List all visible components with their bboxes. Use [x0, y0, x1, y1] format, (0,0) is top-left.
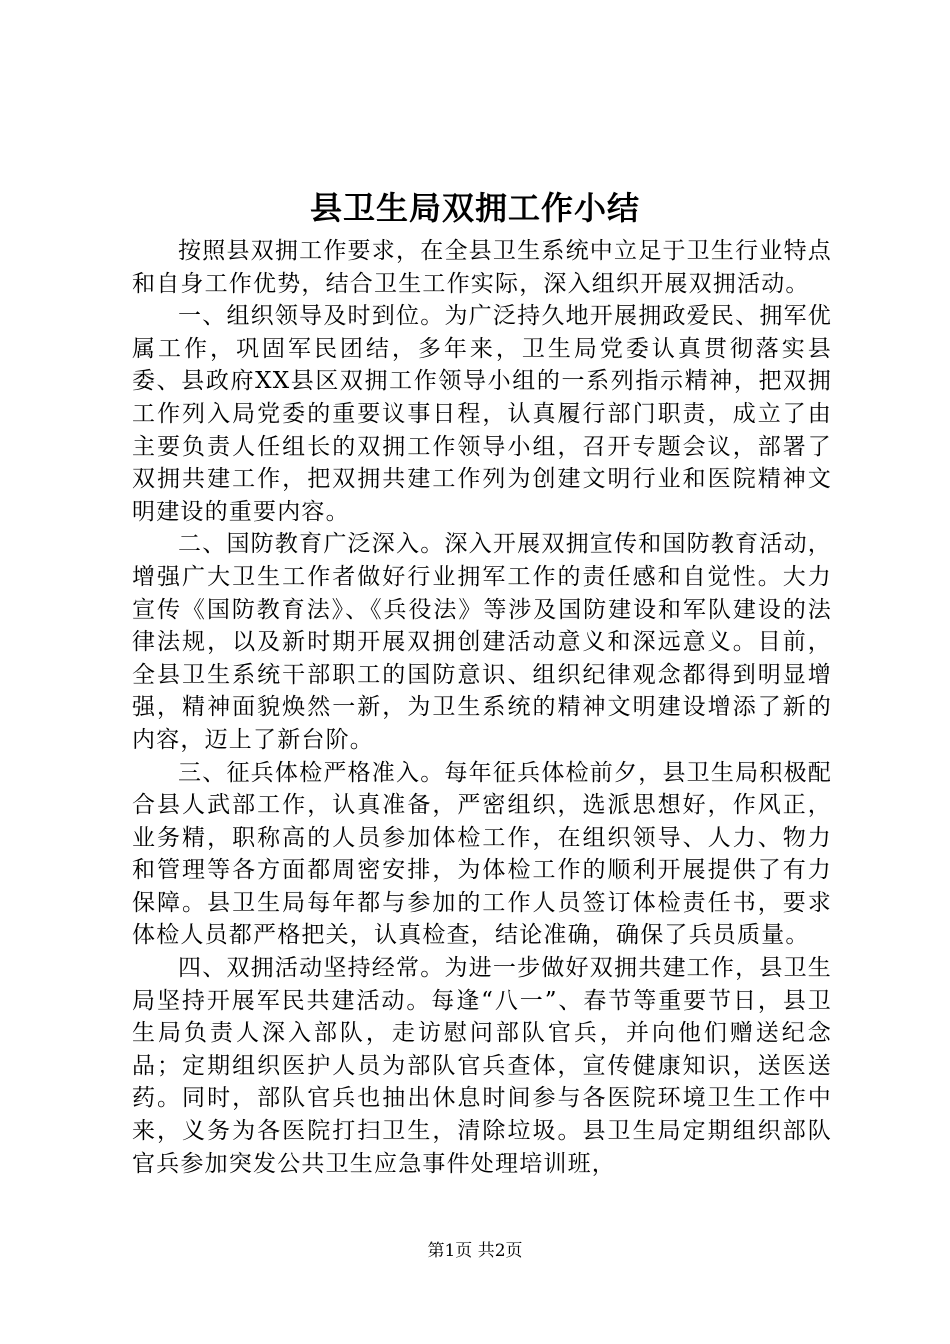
paragraph-section-1: 一、组织领导及时到位。为广泛持久地开展拥政爱民、拥军优属工作，巩固军民团结，多年来，卫生局党委认真贯彻落实县委、县政府XX县区双拥工作领导小组的一系列指示精神，把双拥工作列入局党委的重要议事日程，认真履行部门职责，成立了由主要负责人任组长的双拥工作领导小组，召开专题会议，部署了双拥共建工作，把双拥共建工作列为创建文明行业和医院精神文明建设的重要内容。 — [132, 303, 832, 525]
document-body — [132, 235, 832, 1180]
paragraph-section-4: 四、双拥活动坚持经常。为进一步做好双拥共建工作，县卫生局坚持开展军民共建活动。每逢“八一”、春节等重要节日，县卫生局负责人深入部队，走访慰问部队官兵，并向他们赠送纪念品；定期组织医护人员为部队官兵查体，宣传健康知识，送医送药。同时，部队官兵也抽出休息时间参与各医院环境卫生工作中来，义务为各医院打扫卫生，清除垃圾。县卫生局定期组织部队官兵参加突发公共卫生应急事件处理培训班， — [132, 955, 832, 1177]
page-footer: 第1页 共2页 — [427, 1241, 523, 1261]
paragraph-section-3: 三、征兵体检严格准入。每年征兵体检前夕，县卫生局积极配合县人武部工作，认真准备，严密组织，选派思想好，作风正，业务精，职称高的人员参加体检工作，在组织领导、人力、物力和管理等各方面都周密安排，为体检工作的顺利开展提供了有力保障。县卫生局每年都与参加的工作人员签订体检责任书，要求体检人员都严格把关，认真检查，结论准确，确保了兵员质量。 — [132, 759, 832, 949]
paragraph-intro: 按照县双拥工作要求，在全县卫生系统中立足于卫生行业特点和自身工作优势，结合卫生工作实际，深入组织开展双拥活动。 — [132, 238, 832, 297]
paragraph-section-2: 二、国防教育广泛深入。深入开展双拥宣传和国防教育活动，增强广大卫生工作者做好行业拥军工作的责任感和自觉性。大力宣传《国防教育法》、《兵役法》等涉及国防建设和军队建设的法律法规，以及新时期开展双拥创建活动意义和深远意义。目前，全县卫生系统干部职工的国防意识、组织纪律观念都得到明显增强，精神面貌焕然一新，为卫生系统的精神文明建设增添了新的内容，迈上了新台阶。 — [132, 531, 832, 753]
document-title: 县卫生局双拥工作小结 — [309, 189, 640, 227]
